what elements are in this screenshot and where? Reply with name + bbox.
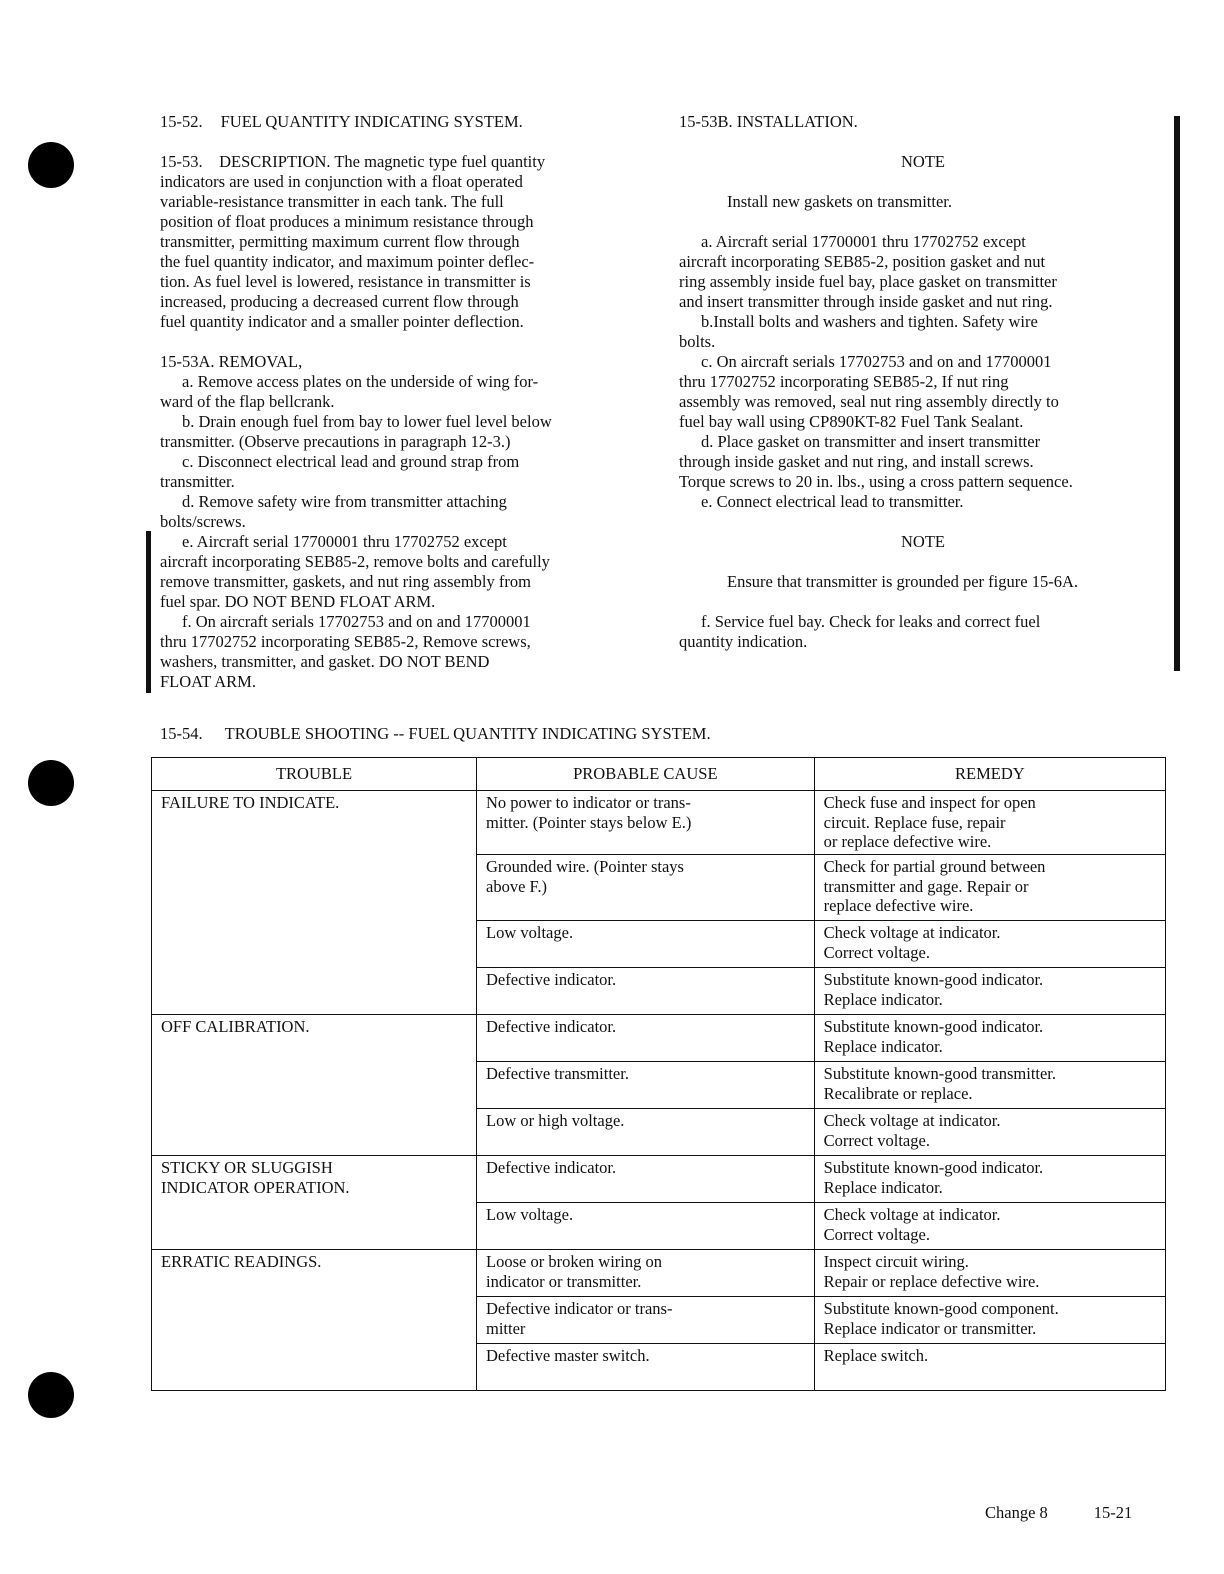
- remedy-cell: Substitute known-good component. Replace indicator or transmitter.: [814, 1297, 1165, 1344]
- remedy-cell: Check voltage at indicator. Correct voltage.: [814, 921, 1165, 968]
- cause-cell: Loose or broken wiring on indicator or transmitter.: [477, 1250, 815, 1297]
- text-line: and insert transmitter through inside gasket and nut ring.: [679, 292, 1053, 311]
- step-line: d. Place gasket on transmitter and insert transmitter: [701, 432, 1041, 451]
- removal-section: [160, 352, 650, 692]
- section-title: DESCRIPTION.: [219, 152, 331, 171]
- text-line: transmitter. (Observe precautions in paragraph 12-3.): [160, 432, 511, 451]
- text-line: through inside gasket and nut ring, and install screws.: [679, 452, 1034, 471]
- section-heading-15-52: [160, 112, 650, 132]
- step-line: b.Install bolts and washers and tighten. Safety wire: [701, 312, 1038, 331]
- text-line: aircraft incorporating SEB85-2, position gasket and nut: [679, 252, 1046, 271]
- step-line: e. Connect electrical lead to transmitter.: [701, 492, 964, 511]
- section-title: FUEL QUANTITY INDICATING SYSTEM.: [220, 112, 523, 131]
- step-line: a. Aircraft serial 17700001 thru 17702752 except: [701, 232, 1026, 251]
- remedy-cell: Inspect circuit wiring. Repair or replace defective wire.: [814, 1250, 1165, 1297]
- cause-cell: Defective indicator.: [477, 968, 815, 1015]
- text-line: ward of the flap bellcrank.: [160, 392, 335, 411]
- remedy-cell: Check voltage at indicator. Correct voltage.: [814, 1203, 1165, 1250]
- step-line: f. On aircraft serials 17702753 and on and 17700001: [182, 612, 531, 631]
- section-heading-15-53b: 15-53B. INSTALLATION.: [679, 112, 858, 131]
- cause-cell: Defective indicator or trans- mitter: [477, 1297, 815, 1344]
- paragraph-line: [160, 152, 650, 172]
- text-line: quantity indication.: [679, 632, 808, 651]
- text-line: position of float produces a minimum resistance through: [160, 212, 534, 231]
- step-line: e. Aircraft serial 17700001 thru 17702752 except: [182, 532, 507, 551]
- text-line: ring assembly inside fuel bay, place gasket on transmitter: [679, 272, 1057, 291]
- remedy-cell: Substitute known-good indicator. Replace indicator.: [814, 968, 1165, 1015]
- binder-hole: [28, 1372, 74, 1418]
- trouble-cell: OFF CALIBRATION.: [152, 1015, 477, 1156]
- cause-cell: Grounded wire. (Pointer stays above F.): [477, 855, 815, 921]
- text-line: tion. As fuel level is lowered, resistance in transmitter is: [160, 272, 531, 291]
- step-line: b. Drain enough fuel from bay to lower fuel level below: [182, 412, 552, 431]
- table-row: [152, 791, 1166, 855]
- table-row: [152, 1015, 1166, 1062]
- remedy-cell: Substitute known-good indicator. Replace indicator.: [814, 1156, 1165, 1203]
- trouble-cell: ERRATIC READINGS.: [152, 1250, 477, 1391]
- page-footer: [985, 1503, 1165, 1523]
- description-paragraph: [160, 152, 650, 332]
- binder-hole: [28, 760, 74, 806]
- section-title: TROUBLE SHOOTING -- FUEL QUANTITY INDICATING SYSTEM.: [224, 724, 711, 743]
- cause-cell: Low voltage.: [477, 921, 815, 968]
- text-line: Torque screws to 20 in. lbs., using a cross pattern sequence.: [679, 472, 1073, 491]
- table-row: [152, 1250, 1166, 1297]
- text-line: thru 17702752 incorporating SEB85-2, Remove screws,: [160, 632, 531, 651]
- troubleshooting-table: [151, 757, 1166, 1391]
- table-row: [152, 1156, 1166, 1203]
- remedy-cell: Substitute known-good transmitter. Recalibrate or replace.: [814, 1062, 1165, 1109]
- text-line: transmitter, permitting maximum current flow through: [160, 232, 520, 251]
- text-line: The magnetic type fuel quantity: [334, 152, 546, 171]
- cause-cell: Defective indicator.: [477, 1156, 815, 1203]
- cause-cell: Defective master switch.: [477, 1344, 815, 1391]
- text-line: the fuel quantity indicator, and maximum pointer deflec-: [160, 252, 535, 271]
- text-line: fuel bay wall using CP890KT-82 Fuel Tank Sealant.: [679, 412, 1024, 431]
- cause-cell: Defective indicator.: [477, 1015, 815, 1062]
- column-header-cause: PROBABLE CAUSE: [477, 758, 815, 791]
- remedy-cell: Check for partial ground between transmitter and gage. Repair or replace defective wire.: [814, 855, 1165, 921]
- remedy-cell: Replace switch.: [814, 1344, 1165, 1391]
- change-number: Change 8: [985, 1503, 1048, 1522]
- text-line: indicators are used in conjunction with a float operated: [160, 172, 523, 191]
- remedy-cell: Substitute known-good indicator. Replace indicator.: [814, 1015, 1165, 1062]
- section-number: 15-54.: [160, 724, 203, 743]
- text-line: thru 17702752 incorporating SEB85-2, If nut ring: [679, 372, 1009, 391]
- text-line: transmitter.: [160, 472, 235, 491]
- trouble-cell: STICKY OR SLUGGISH INDICATOR OPERATION.: [152, 1156, 477, 1250]
- installation-steps: [679, 232, 1167, 512]
- text-line: remove transmitter, gaskets, and nut ring assembly from: [160, 572, 531, 591]
- cause-cell: Low voltage.: [477, 1203, 815, 1250]
- text-line: aircraft incorporating SEB85-2, remove bolts and carefully: [160, 552, 550, 571]
- text-line: fuel quantity indicator and a smaller pointer deflection.: [160, 312, 524, 331]
- step-line: f. Service fuel bay. Check for leaks and correct fuel: [701, 612, 1041, 631]
- step-line: c. Disconnect electrical lead and ground strap from: [182, 452, 520, 471]
- text-line: bolts/screws.: [160, 512, 246, 531]
- step-line: c. On aircraft serials 17702753 and on and 17700001: [701, 352, 1052, 371]
- note-title: NOTE: [901, 152, 945, 171]
- binder-hole: [28, 142, 74, 188]
- remedy-cell: Check voltage at indicator. Correct voltage.: [814, 1109, 1165, 1156]
- text-line: fuel spar. DO NOT BEND FLOAT ARM.: [160, 592, 436, 611]
- note-title: NOTE: [901, 532, 945, 551]
- cause-cell: Defective transmitter.: [477, 1062, 815, 1109]
- right-column: [679, 112, 1167, 652]
- step-line: d. Remove safety wire from transmitter attaching: [182, 492, 507, 511]
- remedy-cell: Check fuse and inspect for open circuit. Replace fuse, repair or replace defective wire.: [814, 791, 1165, 855]
- section-number: 15-53.: [160, 152, 203, 171]
- text-line: increased, producing a decreased current flow through: [160, 292, 519, 311]
- section-heading-15-53a: 15-53A. REMOVAL,: [160, 352, 303, 371]
- column-header-trouble: TROUBLE: [152, 758, 477, 791]
- text-line: washers, transmitter, and gasket. DO NOT BEND: [160, 652, 490, 671]
- text-line: variable-resistance transmitter in each tank. The full: [160, 192, 504, 211]
- cause-cell: Low or high voltage.: [477, 1109, 815, 1156]
- trouble-cell: FAILURE TO INDICATE.: [152, 791, 477, 1015]
- note-text: Install new gaskets on transmitter.: [727, 192, 952, 211]
- text-line: bolts.: [679, 332, 716, 351]
- section-number: 15-52.: [160, 112, 203, 131]
- section-heading-15-54: [160, 724, 1060, 744]
- page-number: 15-21: [1093, 1503, 1133, 1522]
- left-column: [160, 112, 650, 692]
- step-line: a. Remove access plates on the underside of wing for-: [182, 372, 539, 391]
- change-bar: [1174, 116, 1180, 671]
- table-header-row: [152, 758, 1166, 791]
- column-header-remedy: REMEDY: [814, 758, 1165, 791]
- text-line: FLOAT ARM.: [160, 672, 256, 691]
- note-text: Ensure that transmitter is grounded per figure 15-6A.: [727, 572, 1078, 591]
- text-line: assembly was removed, seal nut ring assembly directly to: [679, 392, 1059, 411]
- change-bar: [146, 531, 151, 693]
- cause-cell: No power to indicator or trans- mitter. (Pointer stays below E.): [477, 791, 815, 855]
